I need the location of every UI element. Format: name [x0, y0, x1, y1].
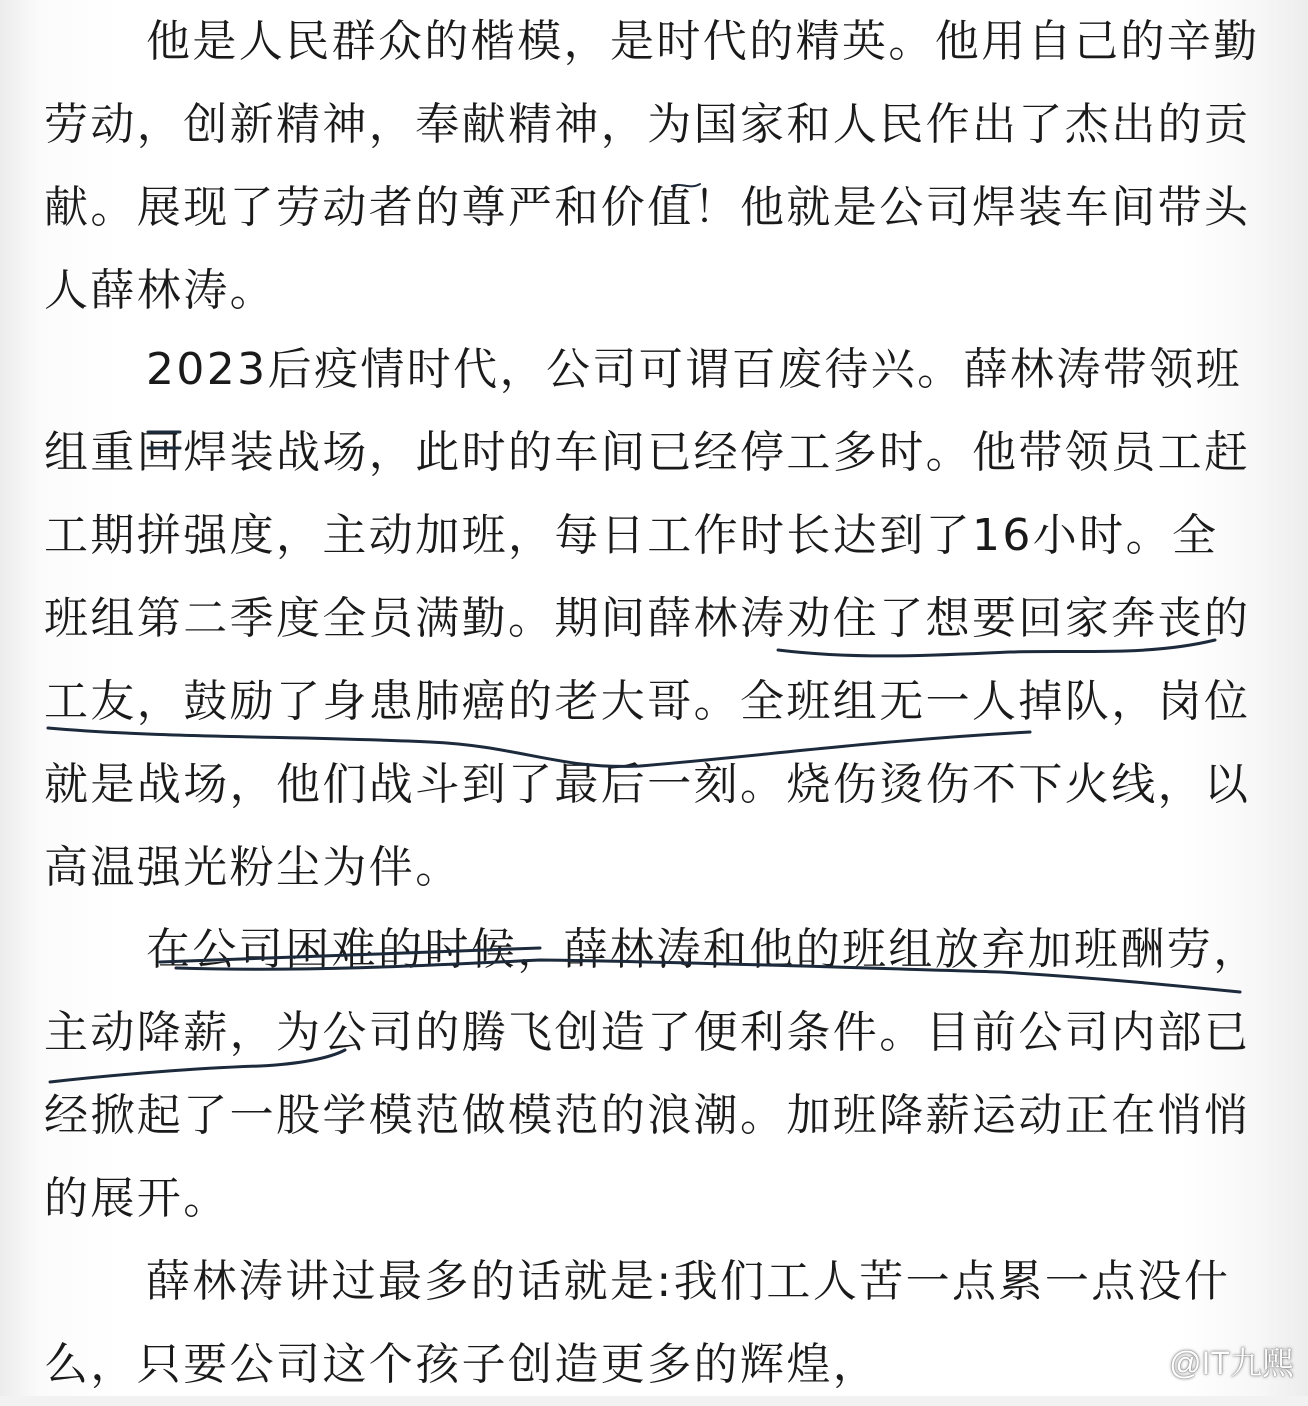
paragraph-4: 薛林涛讲过最多的话就是:我们工人苦一点累一点没什么，只要公司这个孩子创造更多的辉煌， — [44, 1256, 1231, 1390]
paragraph-3: 在公司困难的时候，薛林涛和他的班组放弃加班酬劳，主动降薪，为公司的腾飞创造了便利条件。目前公司内部已经掀起了一股学模范做模范的浪潮。加班降薪运动正在悄悄的展开。 — [44, 924, 1260, 1224]
paragraph-2: 2023后疫情时代，公司可谓百废待兴。薛林涛带领班组重回焊装战场，此时的车间已经停工多时。他带领员工赶工期拼强度，主动加班，每日工作时长达到了16小时。全班组第二季度全员满勤。期间薛林涛劝住了想要回家奔丧的工友，鼓励了身患肺癌的老大哥。全班组无一人掉队，岗位就是战场，他们战斗到了最后一刻。烧伤烫伤不下火线，以高温强光粉尘为伴。 — [44, 344, 1251, 893]
watermark — [1119, 1338, 1294, 1384]
watermark-text: @IT九熙 — [1169, 1345, 1294, 1381]
weibo-logo-icon — [1119, 1343, 1163, 1379]
paragraph-1: 他是人民群众的楷模，是时代的精英。他用自己的辛勤劳动，创新精神，奉献精神，为国家和人民作出了杰出的贡献。展现了劳动者的尊严和价值！他就是公司焊装车间带头人薛林涛。 — [44, 16, 1260, 316]
